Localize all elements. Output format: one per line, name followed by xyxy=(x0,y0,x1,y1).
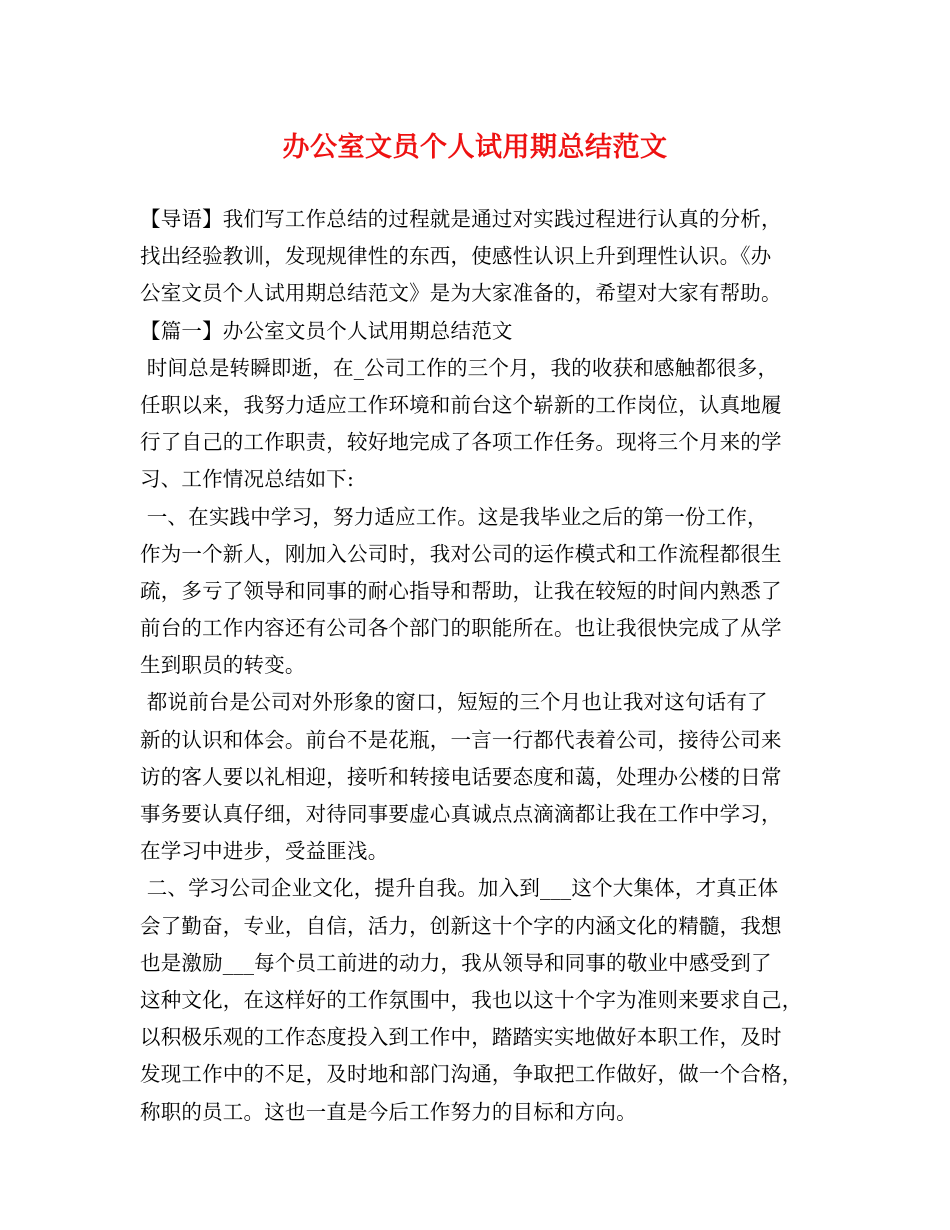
paragraph-line: 【导语】我们写工作总结的过程就是通过对实践过程进行认真的分析， xyxy=(140,207,782,231)
paragraph-line: 也是激励___每个员工前进的动力，我从领导和同事的敬业中感受到了 xyxy=(140,950,772,975)
paragraph-line: 发现工作中的不足，及时地和部门沟通，争取把工作做好，做一个合格， xyxy=(140,1062,803,1087)
document-body xyxy=(140,201,820,1131)
paragraph-line: 找出经验教训，发现规律性的东西，使感性认识上升到理性认识。《办 xyxy=(140,244,772,269)
paragraph-line: 新的认识和体会。前台不是花瓶，一言一行都代表着公司，接待公司来 xyxy=(140,727,782,752)
paragraph-line: 都说前台是公司对外形象的窗口，短短的三个月也让我对这句话有了 xyxy=(140,690,768,715)
paragraph-line: 会了勤奋，专业，自信，活力，创新这十个字的内涵文化的精髓，我想 xyxy=(140,913,782,938)
paragraph-line: 以积极乐观的工作态度投入到工作中，踏踏实实地做好本职工作，及时 xyxy=(140,1025,782,1050)
paragraph-line: 疏，多亏了领导和同事的耐心指导和帮助，让我在较短的时间内熟悉了 xyxy=(140,578,782,603)
paragraph-line: 事务要认真仔细，对待同事要虚心真诚点点滴滴都让我在工作中学习， xyxy=(140,802,782,826)
paragraph-line: 【篇一】办公室文员个人试用期总结范文 xyxy=(140,318,513,343)
paragraph-line: 作为一个新人，刚加入公司时，我对公司的运作模式和工作流程都很生 xyxy=(140,541,782,566)
paragraph-line: 习、工作情况总结如下: xyxy=(140,467,355,492)
paragraph-line: 生到职员的转变。 xyxy=(140,653,306,678)
paragraph-line: 时间总是转瞬即逝，在_公司工作的三个月，我的收获和感触都很多， xyxy=(140,355,779,380)
paragraph-line: 访的客人要以礼相迎，接听和转接电话要态度和蔼，处理办公楼的日常 xyxy=(140,764,782,789)
paragraph-line: 任职以来，我努力适应工作环境和前台这个崭新的工作岗位，认真地履 xyxy=(140,392,782,417)
paragraph-line: 这种文化，在这样好的工作氛围中，我也以这十个字为准则来要求自己， xyxy=(140,987,803,1012)
paragraph-line: 前台的工作内容还有公司各个部门的职能所在。也让我很快完成了从学 xyxy=(140,616,782,641)
paragraph-line: 称职的员工。这也一直是今后工作努力的目标和方向。 xyxy=(140,1099,637,1124)
paragraph-line: 在学习中进步，受益匪浅。 xyxy=(140,839,389,864)
paragraph-line: 行了自己的工作职责，较好地完成了各项工作任务。现将三个月来的学 xyxy=(140,430,782,455)
document-title: 办公室文员个人试用期总结范文 xyxy=(282,132,668,163)
paragraph-line: 二、学习公司企业文化，提升自我。加入到___这个大集体，才真正体 xyxy=(140,876,779,901)
paragraph-line: 一、在实践中学习，努力适应工作。这是我毕业之后的第一份工作， xyxy=(140,504,768,529)
paragraph-line: 公室文员个人试用期总结范文》是为大家准备的，希望对大家有帮助。 xyxy=(140,281,782,306)
